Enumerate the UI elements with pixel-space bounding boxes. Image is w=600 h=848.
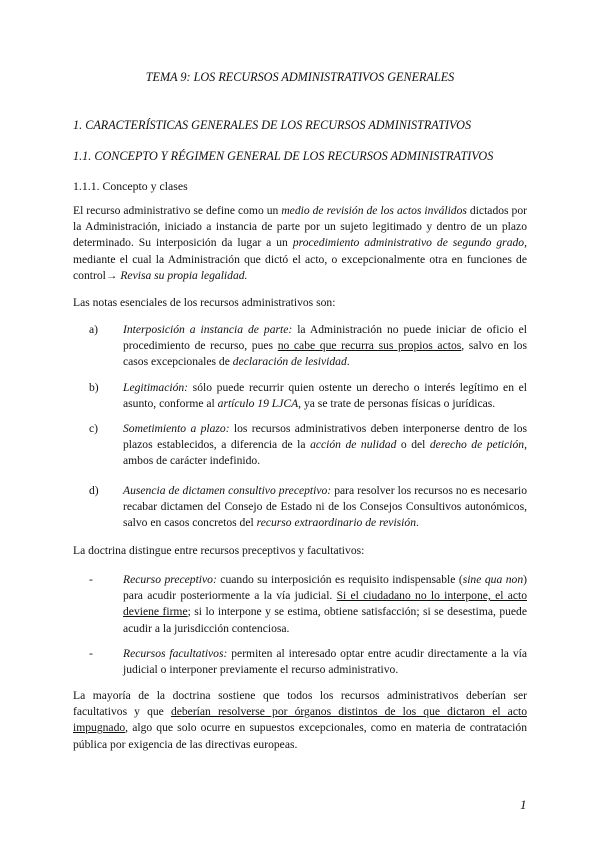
paragraph-intro-notes: Las notas esenciales de los recursos administrativos son: [73,296,336,309]
subsection-heading: 1.1. CONCEPTO Y RÉGIMEN GENERAL DE LOS RECURSOS ADMINISTRATIVOS [73,149,494,163]
section-heading: 1. CARACTERÍSTICAS GENERALES DE LOS RECURSOS ADMINISTRATIVOS [73,118,472,132]
paragraph-definition: El recurso administrativo se define como un medio de revisión de los actos inválidos dictados por la Administración, iniciado a instancia de parte por un sujeto legitimado y dentro de un plazo determinado. Su interposición da lugar a un procedimiento administrativo de segundo grado, mediante el cual la Administración que dictó el acto, o excepcionalmente otra en funciones de control→ Revisa su propia legalidad. [73,204,527,282]
paragraph-classes: La doctrina distingue entre recursos preceptivos y facultativos: [73,544,365,557]
paragraph-doctrine: La mayoría de la doctrina sostiene que todos los recursos administrativos deberían ser facultativos y que deberían resolverse por órganos distintos de los que dictaron el acto impugnado, algo que solo ocurre en supuestos excepcionales, como en materia de contratación pública por exigencia de las directivas europeas. [73,689,527,751]
subsubsection-heading: 1.1.1. Concepto y clases [73,179,188,193]
page-title: TEMA 9: LOS RECURSOS ADMINISTRATIVOS GENERALES [145,70,455,84]
page-number: 1 [520,797,527,812]
